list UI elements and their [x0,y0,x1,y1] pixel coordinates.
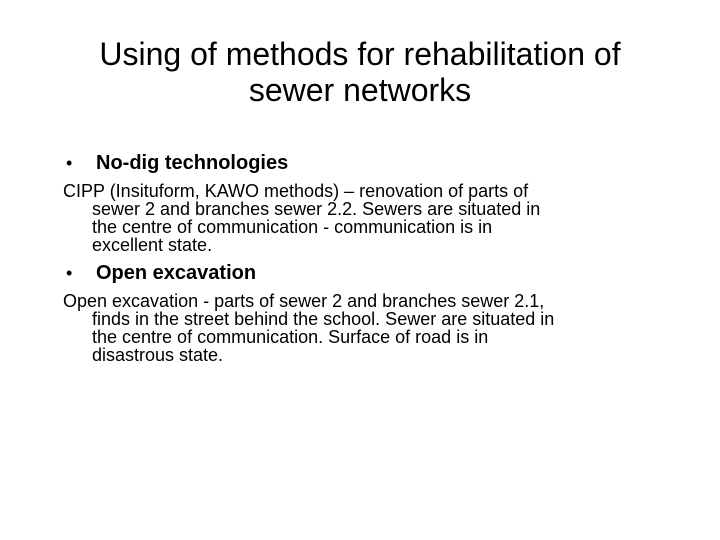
paragraph-line: Open excavation - parts of sewer 2 and branches sewer 2.1, [63,291,545,311]
paragraph-no-dig [0,182,676,254]
slide-title-line-1: Using of methods for rehabilitation of [99,36,621,72]
slide-title [40,36,680,108]
slide-title-line-2: sewer networks [248,72,472,108]
bullet-no-dig-technologies [66,148,676,178]
paragraph-line: excellent state. [92,235,213,255]
bullet-heading: Open excavation [96,262,257,284]
paragraph-line: the centre of communication - communication is in [92,217,493,237]
paragraph-line: finds in the street behind the school. Sewer are situated in [92,309,555,329]
paragraph-line: sewer 2 and branches sewer 2.2. Sewers are situated in [92,199,541,219]
paragraph-line: the centre of communication. Surface of road is in [92,327,489,347]
slide-body [63,148,676,368]
bullet-dot-icon: • [66,153,73,173]
paragraph-line: CIPP (Insituform, KAWO methods) – renovation of parts of [63,181,529,201]
paragraph-open-excavation [0,292,676,364]
bullet-open-excavation [66,258,676,288]
bullet-dot-icon: • [66,263,73,283]
paragraph-line: disastrous state. [92,345,224,365]
bullet-heading: No-dig technologies [96,152,289,174]
